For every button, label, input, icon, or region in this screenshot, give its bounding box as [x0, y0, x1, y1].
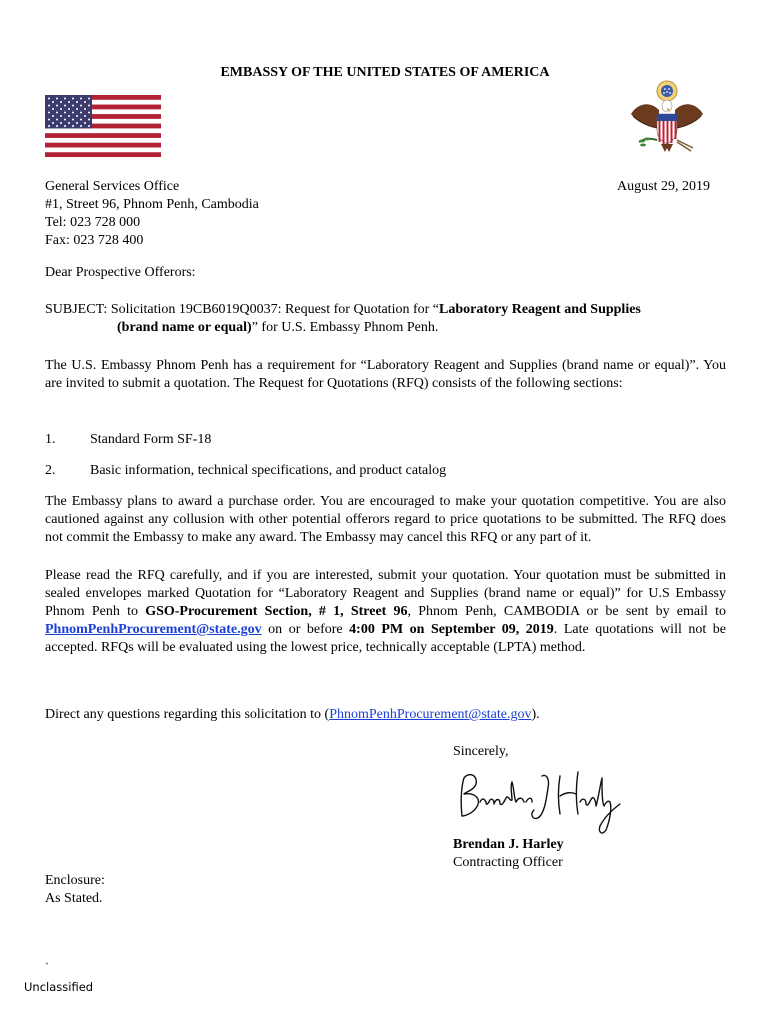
subject-suffix: ” for U.S. Embassy Phnom Penh. [251, 320, 439, 335]
questions-email-link[interactable]: PhnomPenhProcurement@state.gov [329, 707, 532, 722]
stray-mark: ` [45, 960, 49, 974]
signer-block [453, 836, 564, 872]
sender-tel: Tel: 023 728 000 [45, 215, 141, 230]
instructions-deadline: 4:00 PM on September 09, 2019 [349, 622, 554, 637]
paragraph-award: The Embassy plans to award a purchase order. You are encouraged to make your quotation competitive. You are also cautioned against any collusion with other potential offerors regard to price quotations to be submitted. The RFQ does not commit the Embassy to make any award. The Embassy may cancel this RFQ or any part of it. [45, 494, 726, 545]
instructions-text-2: , Phnom Penh, CAMBODIA or be sent by email to [407, 604, 726, 619]
list-item-text: Standard Form SF-18 [90, 432, 212, 447]
sender-address-block [45, 178, 259, 250]
salutation: Dear Prospective Offerors: [45, 265, 196, 280]
procurement-email-link[interactable]: PhnomPenhProcurement@state.gov [45, 622, 262, 637]
handwritten-signature [450, 758, 630, 838]
list-item [45, 431, 211, 449]
enclosure-value: As Stated. [45, 891, 103, 906]
instructions-text-1: Please read the RFQ carefully, and if you are interested, submit your quotation. Your quotation must be submitted in sealed envelopes marked Quotation for “Laboratory Reagent and Supplies (brand name or equal)” for U.S Embassy Phnom Penh to [45, 568, 726, 619]
questions-prefix: Direct any questions regarding this solicitation to ( [45, 707, 330, 722]
signer-title: Contracting Officer [453, 855, 563, 870]
instructions-address: GSO-Procurement Section, # 1, Street 96 [145, 604, 408, 619]
document-title: EMBASSY OF THE UNITED STATES OF AMERICA [220, 65, 550, 80]
list-item-text: Basic information, technical specifications, and product catalog [90, 463, 447, 478]
instructions-text-3: on or before [261, 622, 350, 637]
closing: Sincerely, [453, 744, 509, 759]
classification-label: Unclassified [24, 980, 94, 994]
sender-address: #1, Street 96, Phnom Penh, Cambodia [45, 197, 259, 212]
list-item-number: 1. [45, 432, 56, 447]
subject-bold-title: Laboratory Reagent and Supplies [439, 302, 641, 317]
sender-office: General Services Office [45, 179, 180, 194]
letter-date: August 29, 2019 [617, 179, 710, 194]
sender-fax: Fax: 023 728 400 [45, 233, 144, 248]
paragraph-instructions [45, 567, 726, 657]
great-seal-eagle-icon [625, 78, 709, 162]
signer-name: Brendan J. Harley [453, 837, 564, 852]
enclosure-block [45, 872, 105, 908]
list-item-number: 2. [45, 463, 56, 478]
list-item [45, 462, 446, 480]
subject-bold-qualifier: (brand name or equal) [117, 320, 252, 335]
questions-suffix: ). [531, 707, 540, 722]
paragraph-requirement: The U.S. Embassy Phnom Penh has a requirement for “Laboratory Reagent and Supplies (brand name or equal)”. You are invited to submit a quotation. The Request for Quotations (RFQ) consists of the following sections: [45, 358, 726, 391]
us-flag-image [45, 95, 161, 157]
subject-line [45, 301, 725, 337]
paragraph-questions [45, 706, 540, 724]
enclosure-label: Enclosure: [45, 873, 105, 888]
subject-prefix: SUBJECT: Solicitation 19CB6019Q0037: Request for Quotation for “ [45, 302, 440, 317]
instructions-text-4: . Late quotations will not be accepted. RFQs will be evaluated using the lowest price, technically acceptable (LPTA) method. [45, 622, 726, 655]
